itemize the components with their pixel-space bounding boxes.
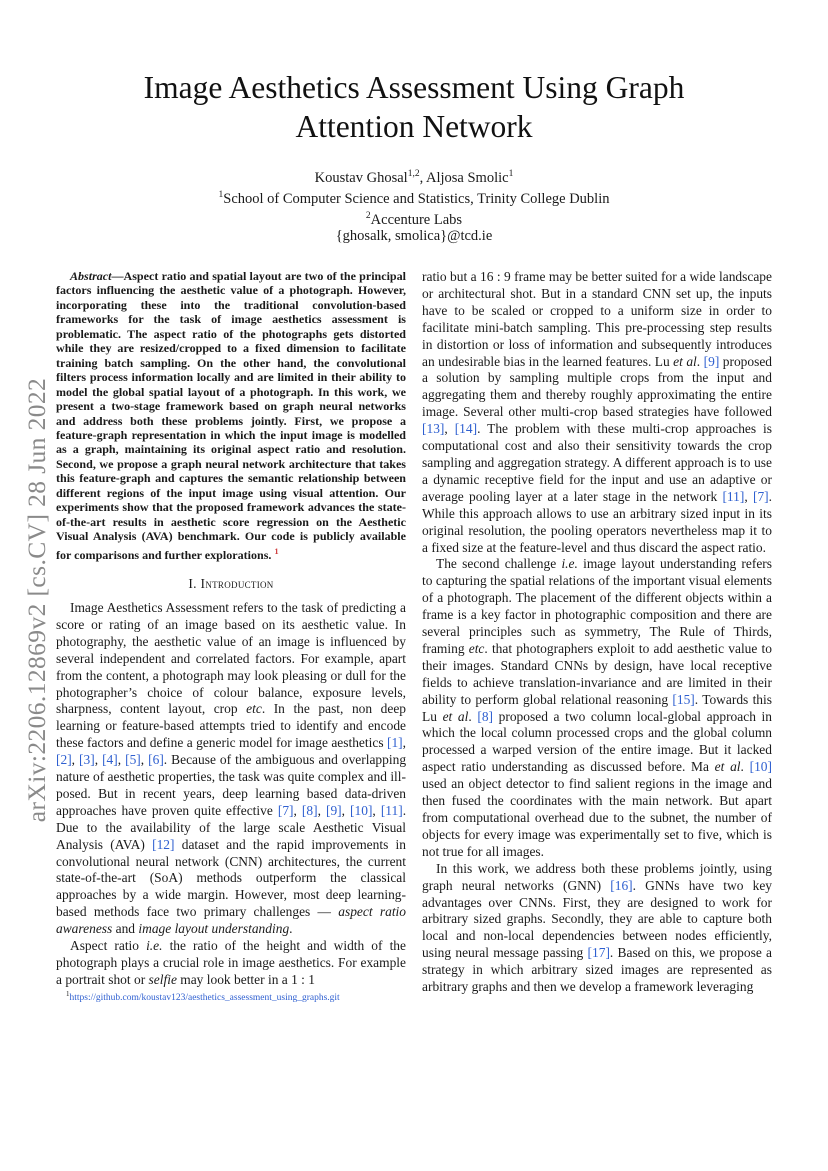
- intro-paragraph-4: The second challenge i.e. image layout understanding refers to capturing the spatial relations of the important visual elements of a photograph. The placement of the different objects within a frame is a key factor in photographic composition and there are several principles such as symmetry, The Rule of Thirds, framing etc. that photographers exploit to add aesthetic value to their images. Standard CNNs by design, have local receptive fields to achieve translation-invariance and are limited in their ability to perform global relational reasoning [15]. Towards this Lu et al. [8] proposed a two column local-global approach in which the local column processed crops and the global column processed a warped version of the entire image. But it lacked aspect ratio understanding as discussed before. Ma et al. [10] used an object detector to find salient regions in the image and then fused the coordinates with the main network. But apart from computational overhead due to the subnet, the number of objects for every image was experimentally set to five, which is not true for all images.: [422, 556, 772, 859]
- citation-link[interactable]: [5]: [125, 752, 141, 768]
- footnote-number: 1: [66, 990, 70, 998]
- abstract-label: Abstract: [70, 269, 112, 283]
- intro-paragraph-2: Aspect ratio i.e. the ratio of the height and width of the photograph plays a crucial role in image aesthetics. For example a portrait shot or selfie may look better in a 1 : 1: [56, 938, 406, 987]
- citation-link[interactable]: [15]: [672, 691, 695, 707]
- intro-paragraph-5: In this work, we address both these problems jointly, using graph neural networks (GNN) [16]. GNNs have two key advantages over CNNs. First, they are designed to work for arbitrary sized graphs. Secondly, they are able to capture both local and non-local dependencies between nodes efficiently, using neural message passing [17]. Based on this, we propose a strategy in which arbitrary sized images are represented as arbitrary graphs and then we develop a framework leveraging: [422, 860, 773, 995]
- author-email: {ghosalk, smolica}@tcd.ie: [335, 228, 493, 245]
- title-line-2: Attention Network: [295, 109, 533, 144]
- citation-link[interactable]: [11]: [722, 488, 745, 504]
- citation-link[interactable]: [8]: [477, 708, 494, 724]
- affiliation-1: [70, 187, 758, 208]
- citation-link[interactable]: [8]: [301, 802, 318, 818]
- arxiv-stamp: [12, 330, 62, 870]
- affil-1-sup: 1: [218, 189, 224, 200]
- intro-paragraph-3: ratio but a 16 : 9 frame may be better suited for a wide landscape or architectural shot. But in a standard CNN set up, the inputs have to be scaled or cropped to a uniform size in order to facilitate mini-batch sampling. This pre-processing step results in distortion or loss of information and subsequently introduces an undesirable bias in the learned features. Lu et al. [9] proposed a solution by sampling multiple crops from the input and aggregating them and thereby roughly approximating the entire image. Several other multi-crop based strategies have followed [13], [14]. The problem with these multi-crop approaches is computational cost and also their sensitivity towards the crop sampling and aggregation strategy. A different approach is to use a dynamic receptive field for the input and use an adaptive or average pooling layer at a later stage in the network [11], [7]. While this approach allows to use an arbitrary sized input in its original resolution, the pooling operators nevertheless map it to a fixed size at the feature-level and thus discard the aspect ratio.: [422, 269, 773, 555]
- affil-2-sup: 2: [365, 210, 371, 221]
- author-block: [70, 166, 758, 245]
- citation-link[interactable]: [2]: [56, 752, 72, 768]
- right-column: [422, 269, 772, 996]
- citation-link[interactable]: [9]: [703, 353, 720, 369]
- abstract-body: —Aspect ratio and spatial layout are two of the principal factors influencing the aesthetic value of a photograph. However, incorporating these into the traditional convolution-based frameworks for the task of image aesthetics assessment is problematic. The aspect ratio of the photographs gets distorted while they are resized/cropped to a fixed dimension to facilitate training batch sampling. On the other hand, the convolutional filters process information locally and are limited in their ability to model the global spatial layout of a photograph. In this work, we present a two-stage framework based on graph neural networks and address both these problems jointly. First, we propose a feature-graph representation in which the input image is modelled as a graph, maintaining its original aspect ratio and resolution. Second, we propose a graph neural network architecture that takes this feature-graph and captures the semantic relationship between different regions of the input image using visual attention. Our experiments show that the proposed framework advances the state-of-the-art results in aesthetic score regression on the Aesthetic Visual Analysis (AVA) benchmark. Our code is publicly available for comparisons and further explorations.: [56, 269, 406, 562]
- author-1: Koustav Ghosal: [314, 169, 408, 186]
- affil-1-text: School of Computer Science and Statistics, Trinity College Dublin: [223, 190, 610, 207]
- citation-link[interactable]: [6]: [148, 752, 164, 768]
- citation-link[interactable]: [7]: [752, 488, 769, 504]
- citation-link[interactable]: [1]: [386, 735, 403, 751]
- author-2-affil: 1: [508, 169, 514, 179]
- footnote: [66, 988, 340, 1004]
- author-separator: ,: [419, 169, 427, 186]
- footnote-link[interactable]: https://github.com/koustav123/aesthetics_assessment_using_graphs.git: [69, 993, 340, 1004]
- citation-link[interactable]: [14]: [454, 421, 478, 437]
- arxiv-stamp-text: arXiv:2206.12869v2 [cs.CV] 28 Jun 2022: [22, 377, 51, 823]
- intro-paragraph-1: Image Aesthetics Assessment refers to the task of predicting a score or rating of an image based on its aesthetic value. In photography, the aesthetic value of an image is influenced by several independent and correlated factors. For example, apart from the content, a photograph may look pleasing or dull for the photographer’s choice of colour balance, exposure levels, sharpness, content layout, crop etc. In the past, non deep learning or feature-based attempts tried to identify and encode these factors and define a generic model for image aesthetics [1], [2], [3], [4], [5], [6]. Because of the ambiguous and overlapping nature of aesthetic properties, the task was quite complex and ill-posed. But in recent years, deep learning based data-driven approaches have proven quite effective [7], [8], [9], [10], [11]. Due to the availability of the large scale Aesthetic Visual Analysis (AVA) [12] dataset and the rapid improvements in convolutional neural network (CNN) architectures, the current state-of-the-art (SoA) methods outperform the classical approaches by a wide margin. However, most deep learning-based methods face two primary challenges — aspect ratio awareness and image layout understanding.: [56, 599, 407, 937]
- citation-link[interactable]: [9]: [325, 802, 342, 818]
- citation-link[interactable]: [12]: [152, 836, 175, 852]
- citation-link[interactable]: [10]: [350, 802, 373, 818]
- citation-link[interactable]: [7]: [277, 802, 294, 818]
- abstract: [56, 269, 406, 562]
- author-2: Aljosa Smolic: [426, 169, 509, 186]
- left-column: [56, 269, 406, 989]
- author-names: [70, 166, 758, 187]
- citation-link[interactable]: [13]: [422, 421, 445, 437]
- citation-link[interactable]: [4]: [102, 752, 118, 768]
- citation-link[interactable]: [10]: [749, 759, 772, 775]
- author-1-affil: 1,2: [407, 169, 420, 179]
- section-heading-introduction: I. Introduction: [188, 576, 274, 592]
- title-line-1: Image Aesthetics Assessment Using Graph: [143, 70, 685, 105]
- citation-link[interactable]: [17]: [587, 945, 610, 961]
- citation-link[interactable]: [16]: [610, 877, 633, 893]
- citation-link[interactable]: [3]: [79, 752, 95, 768]
- footnote-marker[interactable]: 1: [274, 545, 279, 556]
- paper-title: [70, 68, 758, 146]
- affiliation-2: [70, 208, 758, 229]
- affil-2-text: Accenture Labs: [370, 211, 463, 228]
- citation-link[interactable]: [11]: [380, 802, 403, 818]
